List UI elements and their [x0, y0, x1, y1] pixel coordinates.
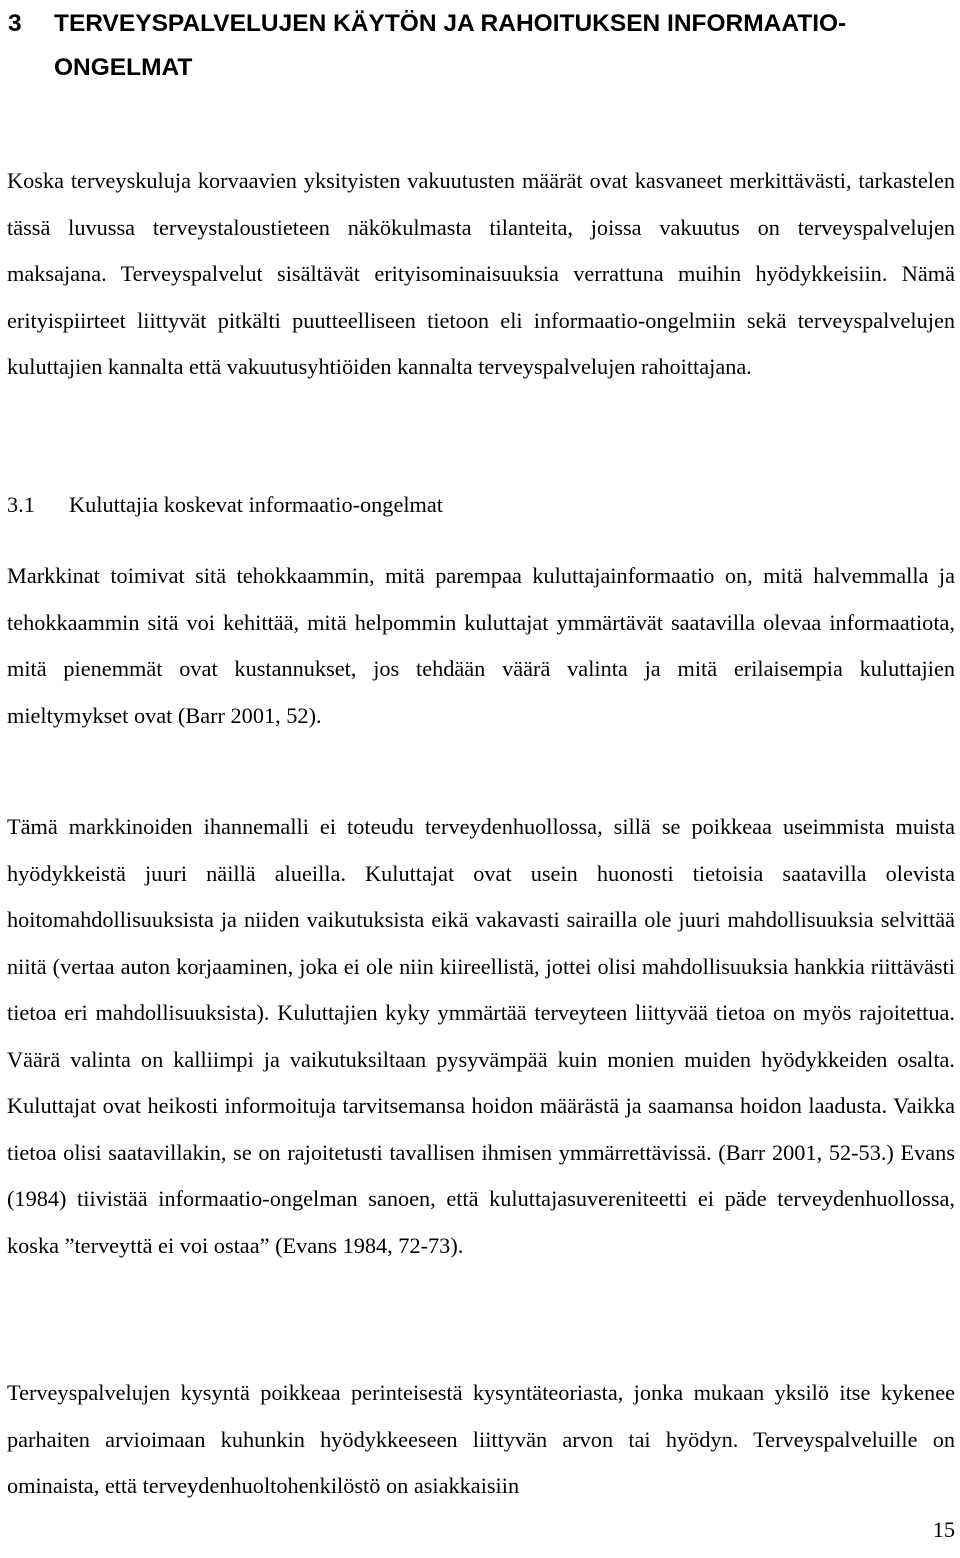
ideal-model-paragraph: Tämä markkinoiden ihannemalli ei toteudu terveydenhuollossa, sillä se poikkeaa useimmista muista hyödykkeistä juuri näillä alueilla. Kuluttajat ovat usein huonosti tietoisia saatavilla olevista hoitomahdollisuuksista ja niiden vaikutuksista eikä vakavasti sairailla ole juuri mahdollisuuksia selvittää niitä (vertaa auton korjaaminen, joka ei ole niin kiireellistä, jottei olisi mahdollisuuksia hankkia riittävästi tietoa eri mahdollisuuksista). Kuluttajien kyky ymmärtää terveyteen liittyvää tietoa on myös rajoitettua. Väärä valinta on kalliimpi ja vaikutuksiltaan pysyvämpää kuin monien muiden hyödykkeiden osalta. Kuluttajat ovat heikosti informoituja tarvitsemansa hoidon määrästä ja saamansa hoidon laadusta. Vaikka tietoa olisi saatavillakin, se on rajoitetusti tavallisen ihmisen ymmärrettävissä. (Barr 2001, 52-53.) Evans (1984) tiivistää informaatio-ongelman sanoen, että kuluttajasuvereniteetti ei päde terveydenhuollossa, koska ”terveyttä ei voi ostaa” (Evans 1984, 72-73). — [7, 814, 955, 1258]
intro-paragraph: Koska terveyskuluja korvaavien yksityisten vakuutusten määrät ovat kasvaneet merkittävästi, tarkastelen tässä luvussa terveystaloustieteen näkökulmasta tilanteita, joissa vakuutus on terveyspalvelujen maksajana. Terveyspalvelut sisältävät erityisominaisuuksia verrattuna muihin hyödykkeisiin. Nämä erityispiirteet liittyvät pitkälti puutteelliseen tietoon eli informaatio-ongelmiin sekä terveyspalvelujen kuluttajien kannalta että vakuutusyhtiöiden kannalta terveyspalvelujen rahoittajana. — [7, 168, 955, 379]
section-number: 3.1 — [7, 492, 35, 517]
chapter-heading — [8, 2, 948, 90]
demand-paragraph: Terveyspalvelujen kysyntä poikkeaa perinteisestä kysyntäteoriasta, jonka mukaan yksilö itse kykenee parhaiten arvioimaan kuhunkin hyödykkeeseen liittyvän arvon tai hyödyn. Terveyspalveluille on ominaista, että terveydenhuoltohenkilöstö on asiakkaisiin — [7, 1380, 955, 1498]
section-heading — [7, 482, 443, 528]
chapter-number: 3 — [8, 10, 22, 37]
section-title: Kuluttajia koskevat informaatio-ongelmat — [69, 492, 443, 517]
markets-paragraph: Markkinat toimivat sitä tehokkaammin, mitä parempaa kuluttajainformaatio on, mitä halvemmalla ja tehokkaammin sitä voi kehittää, mitä helpommin kuluttajat ymmärtävät saatavilla olevaa informaatiota, mitä pienemmät ovat kustannukset, jos tehdään väärä valinta ja mitä erilaisempia kuluttajien mieltymykset ovat (Barr 2001, 52). — [7, 563, 955, 728]
page-number: 15 — [932, 1517, 955, 1542]
chapter-title: TERVEYSPALVELUJEN KÄYTÖN JA RAHOITUKSEN INFORMAATIO-ONGELMAT — [54, 10, 847, 81]
